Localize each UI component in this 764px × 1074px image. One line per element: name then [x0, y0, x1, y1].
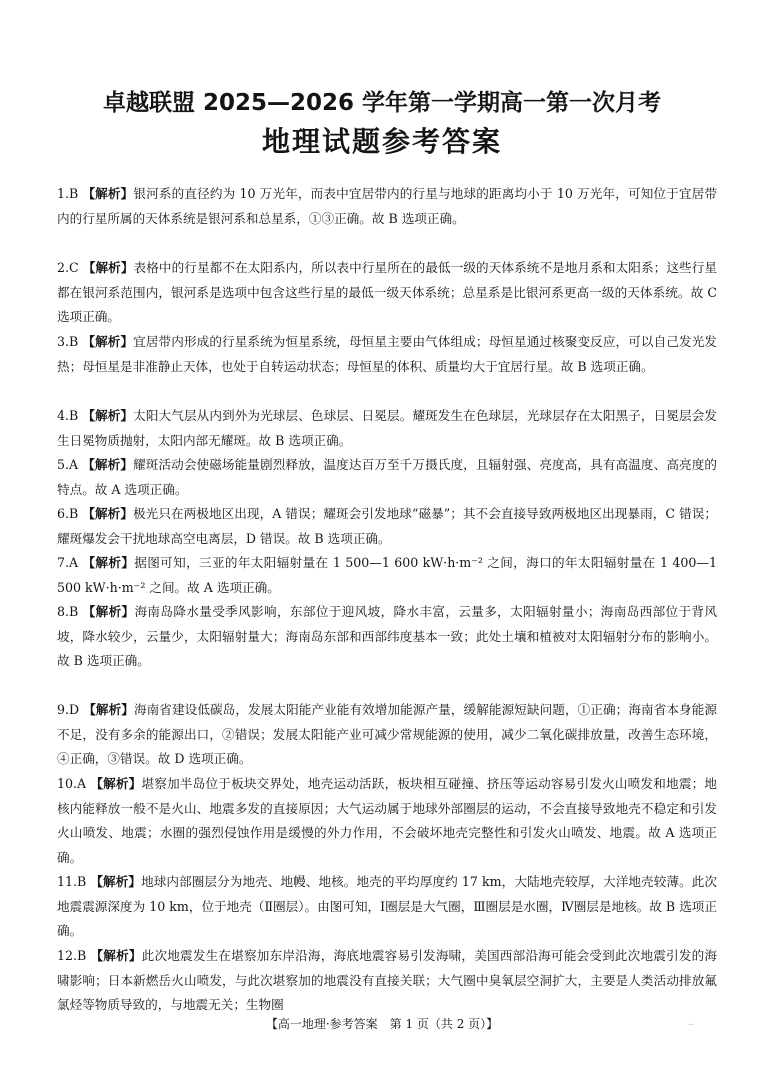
- answer-item: [57, 772, 717, 870]
- answer-item: [57, 944, 717, 1018]
- answer-label: 7.A: [57, 555, 79, 570]
- analysis-tag: 【解析】: [82, 555, 135, 570]
- analysis-tag: 【解析】: [82, 334, 134, 349]
- analysis-tag: 【解析】: [90, 948, 142, 963]
- corner-mark: ..: [688, 1018, 694, 1028]
- answer-text: 堪察加半岛位于板块交界处，地壳运动活跃，板块相互碰撞、挤压等运动容易引发火山喷发和地震；地核内能释放一般不是火山、地震多发的直接原因；大气运动属于地球外部圈层的运动，不会直接导致地壳不稳定和引发火山喷发、地震；水圈的强烈侵蚀作用是缓慢的外力作用，不会破坏地壳完整性和引发火山喷发、地震。故 A 选项正确。: [57, 776, 718, 865]
- analysis-tag: 【解析】: [82, 604, 135, 619]
- answer-text: 表格中的行星都不在太阳系内，所以表中行星所在的最低一级的天体系统不是地月系和太阳系；这些行星都在银河系范围内，银河系是选项中包含这些行星的最低一级天体系统；总星系是比银河系更高一级的天体系统。故 C 选项正确。: [57, 260, 718, 324]
- answer-item: [57, 330, 717, 379]
- answer-text: 此次地震发生在堪察加东岸沿海，海底地震容易引发海啸，美国西部沿海可能会受到此次地震引发的海啸影响；日本新燃岳火山喷发，与此次堪察加的地震没有直接关联；大气圈中臭氧层空洞扩大，主要是人类活动排放氟氯烃等物质导致的，与地震无关；生物圈: [57, 948, 718, 1012]
- answer-label: 6.B: [57, 506, 79, 521]
- answer-item: [57, 404, 717, 453]
- analysis-tag: 【解析】: [90, 776, 142, 791]
- answer-text: 耀斑活动会使磁场能量剧烈释放，温度达百万至千万摄氏度，且辐射强、亮度高，具有高温度、高亮度的特点。故 A 选项正确。: [57, 457, 717, 497]
- answer-item: [57, 870, 717, 944]
- answer-text: 太阳大气层从内到外为光球层、色球层、日冕层。耀斑发生在色球层，光球层存在太阳黑子，日冕层会发生日冕物质抛射，太阳内部无耀斑。故 B 选项正确。: [57, 408, 717, 448]
- analysis-tag: 【解析】: [83, 702, 134, 717]
- answer-item: [57, 182, 717, 231]
- answer-text: 据图可知，三亚的年太阳辐射量在 1 500—1 600 kW·h·m⁻² 之间，海口的年太阳辐射量在 1 400—1 500 kW·h·m⁻² 之间。故 A 选项正确。: [57, 555, 717, 595]
- analysis-tag: 【解析】: [82, 457, 134, 472]
- answer-text: 银河系的直径约为 10 万光年，而表中宜居带内的行星与地球的距离均小于 10 万光年，可知位于宜居带内的行星所属的天体系统是银河系和总星系，①③正确。故 B 选项正确。: [57, 186, 717, 226]
- analysis-tag: 【解析】: [90, 874, 142, 889]
- answer-label: 5.A: [57, 457, 79, 472]
- answer-label: 10.A: [57, 776, 87, 791]
- answer-item: [57, 256, 717, 330]
- answer-text: 海南岛降水量受季风影响，东部位于迎风坡，降水丰富，云量多，太阳辐射量小；海南岛西部位于背风坡，降水较少，云量少，太阳辐射量大；海南岛东部和西部纬度基本一致；此处土壤和植被对太阳辐射分布的影响小。故 B 选项正确。: [57, 604, 717, 668]
- answer-text: 宜居带内形成的行星系统为恒星系统，母恒星主要由气体组成；母恒星通过核聚变反应，可以自己发光发热；母恒星是非准静止天体，也处于自转运动状态；母恒星的体积、质量均大于宜居行星。故 B 选项正确。: [57, 334, 717, 374]
- answer-label: 1.B: [57, 186, 79, 201]
- answer-item: [57, 551, 717, 600]
- answer-item: [57, 698, 717, 772]
- analysis-tag: 【解析】: [82, 260, 134, 275]
- analysis-tag: 【解析】: [82, 506, 133, 521]
- analysis-tag: 【解析】: [82, 408, 134, 423]
- answer-label: 9.D: [57, 702, 80, 717]
- page-title: 卓越联盟 2025—2026 学年第一学期高一第一次月考: [102, 90, 662, 116]
- answer-item: [57, 453, 717, 502]
- answer-item: [57, 502, 717, 551]
- analysis-tag: 【解析】: [82, 186, 134, 201]
- answer-item: [57, 600, 717, 674]
- answer-label: 8.B: [57, 604, 79, 619]
- answer-text: 地球内部圈层分为地壳、地幔、地核。地壳的平均厚度约 17 km，大陆地壳较厚，大洋地壳较薄。此次地震震源深度为 10 km，位于地壳（Ⅱ圈层）。由图可知，Ⅰ圈层是大气圈，Ⅲ圈层是水圈，Ⅳ圈层是地核。故 B 选项正确。: [57, 874, 718, 938]
- page-footer: 【高一地理·参考答案 第 1 页（共 2 页）】: [265, 1017, 499, 1031]
- page-subtitle: 地理试题参考答案: [261, 125, 502, 158]
- answer-text: 极光只在两极地区出现，A 错误；耀斑会引发地球“磁暴”；其不会直接导致两极地区出现暴雨，C 错误；耀斑爆发会干扰地球高空电离层，D 错误。故 B 选项正确。: [57, 506, 717, 546]
- answer-text: 海南省建设低碳岛，发展太阳能产业能有效增加能源产量，缓解能源短缺问题，①正确；海南省本身能源不足，没有多余的能源出口，②错误；发展太阳能产业可减少常规能源的使用，减少二氧化碳排放量，改善生态环境，④正确，③错误。故 D 选项正确。: [57, 702, 718, 766]
- answer-label: 11.B: [57, 874, 87, 889]
- answer-label: 4.B: [57, 408, 79, 423]
- answer-label: 12.B: [57, 948, 87, 963]
- answer-label: 3.B: [57, 334, 79, 349]
- answer-label: 2.C: [57, 260, 79, 275]
